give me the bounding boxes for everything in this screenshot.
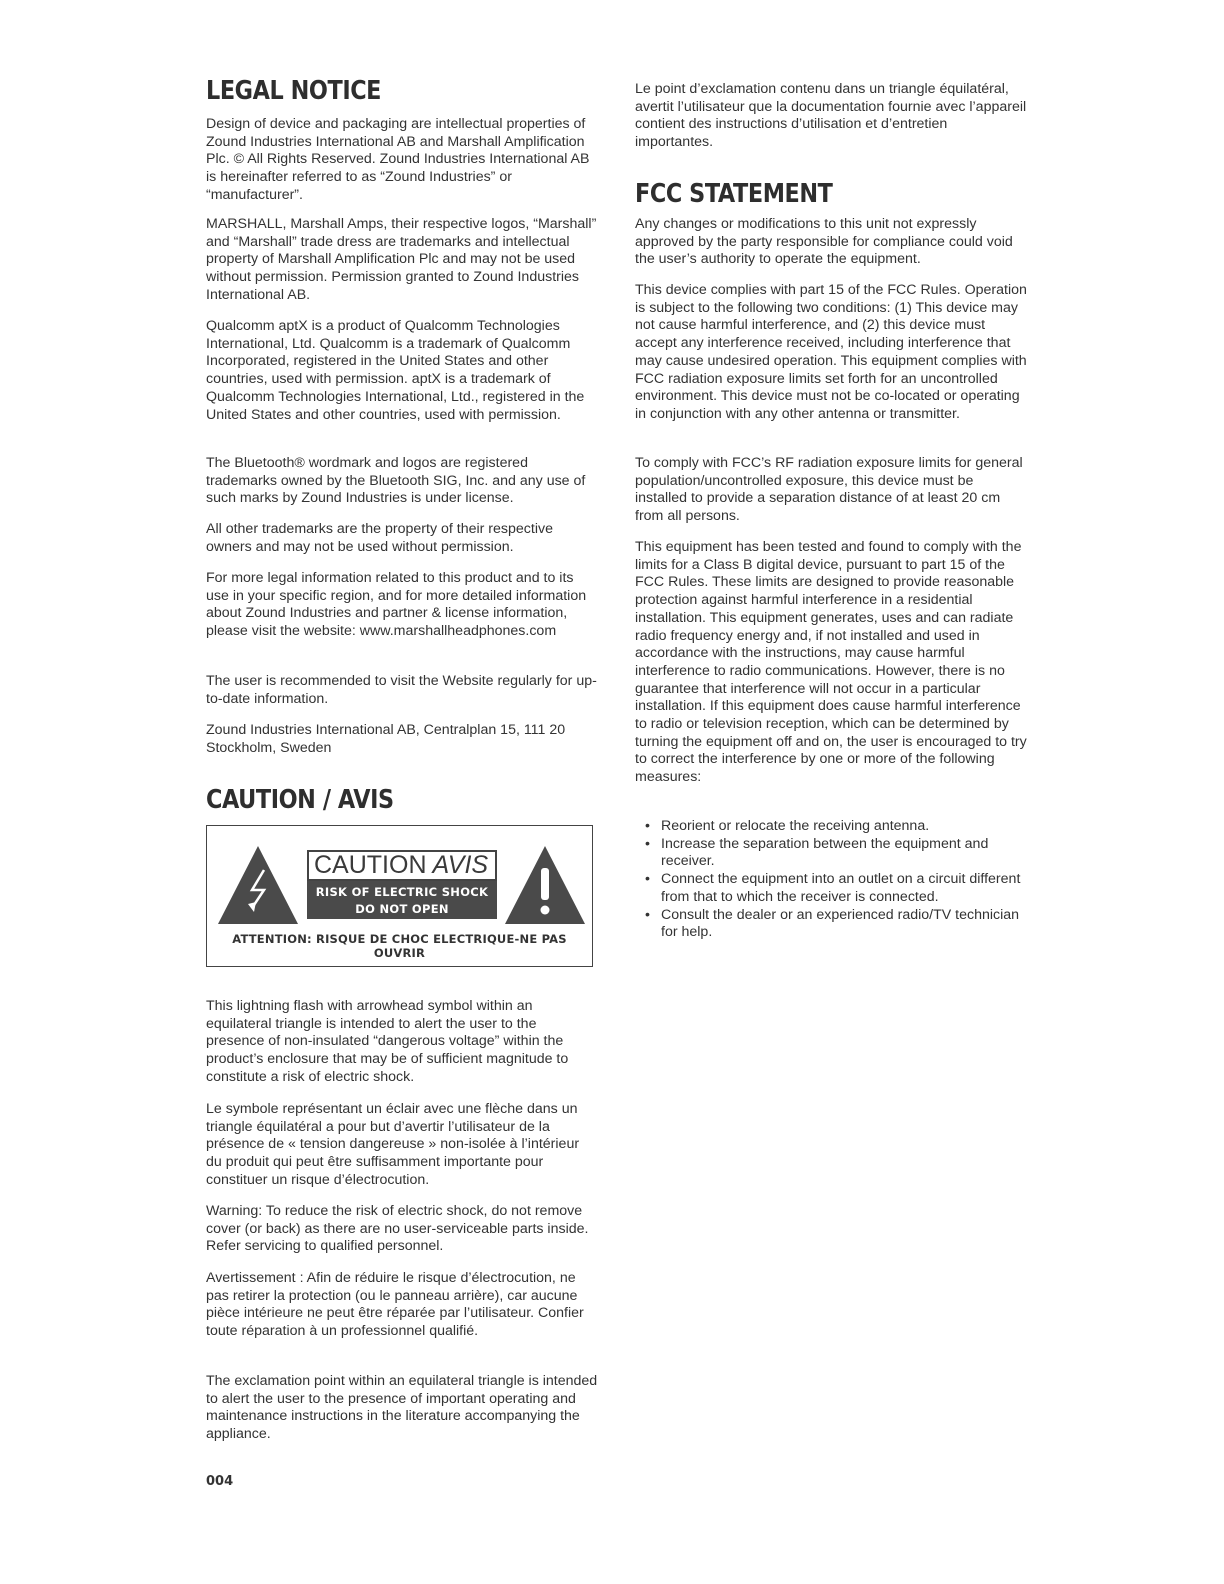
page-number: 004 <box>206 1474 234 1489</box>
avis-word: AVIS <box>432 851 489 879</box>
exclamation-french-paragraph: Le point d’exclamation contenu dans un triangle équilatéral, avertit l’utilisateur que la documentation fournie avec l’appareil contient des instructions d’utilisation et d’entretien importantes. <box>635 81 1027 151</box>
do-not-open-line: DO NOT OPEN <box>355 902 449 916</box>
bullet-marker: • <box>645 906 650 923</box>
legal-paragraph: The Bluetooth® wordmark and logos are registered trademarks owned by the Bluetooth SIG, Inc. and any use of such marks by Zound Industries is under license. <box>206 455 586 507</box>
caution-paragraph: Warning: To reduce the risk of electric shock, do not remove cover (or back) as there are no user-serviceable parts inside. Refer servicing to qualified personnel. <box>206 1203 589 1255</box>
fcc-paragraph: To comply with FCC’s RF radiation exposure limits for general population/uncontrolled exposure, this device must be installed to provide a separation distance of at least 20 cm from all persons. <box>635 455 1023 525</box>
fcc-paragraph: This device complies with part 15 of the FCC Rules. Operation is subject to the following two conditions: (1) This device may not cause harmful interference, and (2) this device must accept any interference received, including interference that may cause undesired operation. This equipment complies with FCC radiation exposure limits set forth for an uncontrolled environment. This device must not be co-located or operating in conjunction with any other antenna or transmitter. <box>635 282 1027 422</box>
attention-text: ATTENTION: RISQUE DE CHOC ELECTRIQUE-NE PAS OUVRIR <box>232 932 567 960</box>
legal-paragraph: The user is recommended to visit the Website regularly for up-to-date information. <box>206 673 597 707</box>
caution-word: CAUTION <box>314 851 427 879</box>
legal-paragraph: Qualcomm aptX is a product of Qualcomm Technologies International, Ltd. Qualcomm is a trademark of Qualcomm Incorporated, registered in the United States and other countries, used with permission. aptX is a trademark of Qualcomm Technologies International, Ltd., registered in the United States and other countries, used with permission. <box>206 318 585 423</box>
list-item-text: Increase the separation between the equipment and receiver. <box>661 835 989 870</box>
bullet-marker: • <box>645 871 650 888</box>
list-item <box>635 907 1027 942</box>
caution-paragraph: Le symbole représentant un éclair avec une flèche dans un triangle équilatéral a pour but d’avertir l’utilisateur de la présence de « tension dangereuse » non-isolée à l’intérieur du produit qui peut être suffisamment importante pour constituer un risque d’électrocution. <box>206 1101 580 1188</box>
caution-heading: CAUTION / AVIS <box>206 785 394 815</box>
fcc-statement-heading: FCC STATEMENT <box>635 179 833 209</box>
fcc-measures-list <box>635 818 1027 942</box>
caution-label-box <box>206 825 593 967</box>
caution-paragraph: This lightning flash with arrowhead symbol within an equilateral triangle is intended to alert the user to the presence of non-insulated “dangerous voltage” within the product’s enclosure that may be of sufficient magnitude to constitute a risk of electric shock. <box>206 998 569 1085</box>
legal-address: Zound Industries International AB, Centralplan 15, 111 20 Stockholm, Sweden <box>206 722 566 756</box>
caution-paragraph: The exclamation point within an equilateral triangle is intended to alert the user to the presence of important operating and maintenance instructions in the literature accompanying the appliance. <box>206 1373 598 1443</box>
legal-notice-heading: LEGAL NOTICE <box>206 76 382 106</box>
list-item-text: Reorient or relocate the receiving antenna. <box>661 818 930 834</box>
list-item <box>635 818 1027 836</box>
risk-band <box>307 881 497 919</box>
legal-paragraph: For more legal information related to this product and to its use in your specific region, and for more detailed information about Zound Industries and partner & license information, please visit the website: www.marshallheadphones.com <box>206 570 587 640</box>
list-item <box>635 871 1027 906</box>
list-item-text: Connect the equipment into an outlet on a circuit different from that to which the receiver is connected. <box>661 871 1021 905</box>
lightning-warning-icon <box>218 846 298 924</box>
caution-label <box>307 850 497 919</box>
caution-title <box>307 850 497 881</box>
list-item-text: Consult the dealer or an experienced radio/TV technician for help. <box>661 906 1020 941</box>
bullet-marker: • <box>645 835 650 852</box>
fcc-paragraph: This equipment has been tested and found to comply with the limits for a Class B digital device, pursuant to part 15 of the FCC Rules. These limits are designed to provide reasonable protection against harmful interference in a residential installation. This equipment generates, uses and can radiate radio frequency energy and, if not installed and used in accordance with the instructions, may cause harmful interference to radio communications. However, there is no guarantee that interference will not occur in a particular installation. If this equipment does cause harmful interference to radio or television reception, which can be determined by turning the equipment off and on, the user is encouraged to try to correct the interference by one or more of the following measures: <box>635 539 1027 786</box>
bullet-marker: • <box>645 818 650 834</box>
list-item <box>635 836 1027 871</box>
exclamation-warning-icon <box>505 846 585 924</box>
risk-line: RISK OF ELECTRIC SHOCK <box>315 885 489 899</box>
legal-paragraph: All other trademarks are the property of their respective owners and may not be used without permission. <box>206 521 553 555</box>
caution-paragraph: Avertissement : Afin de réduire le risque d’électrocution, ne pas retirer la protection (ou le panneau arrière), car aucune pièce intérieure ne peut être réparée par l’utilisateur. Confier toute réparation à un professionnel qualifié. <box>206 1270 584 1340</box>
legal-paragraph: Design of device and packaging are intellectual properties of Zound Industries International AB and Marshall Amplification Plc. © All Rights Reserved. Zound Industries International AB is hereinafter referred to as “Zound Industries” or “manufacturer”. <box>206 116 590 203</box>
fcc-paragraph: Any changes or modifications to this unit not expressly approved by the party responsible for compliance could void the user’s authority to operate the equipment. <box>635 216 1013 268</box>
legal-paragraph: MARSHALL, Marshall Amps, their respective logos, “Marshall” and “Marshall” trade dress are trademarks and intellectual property of Marshall Amplification Plc and may not be used without permission. Permission granted to Zound Industries International AB. <box>206 216 597 303</box>
